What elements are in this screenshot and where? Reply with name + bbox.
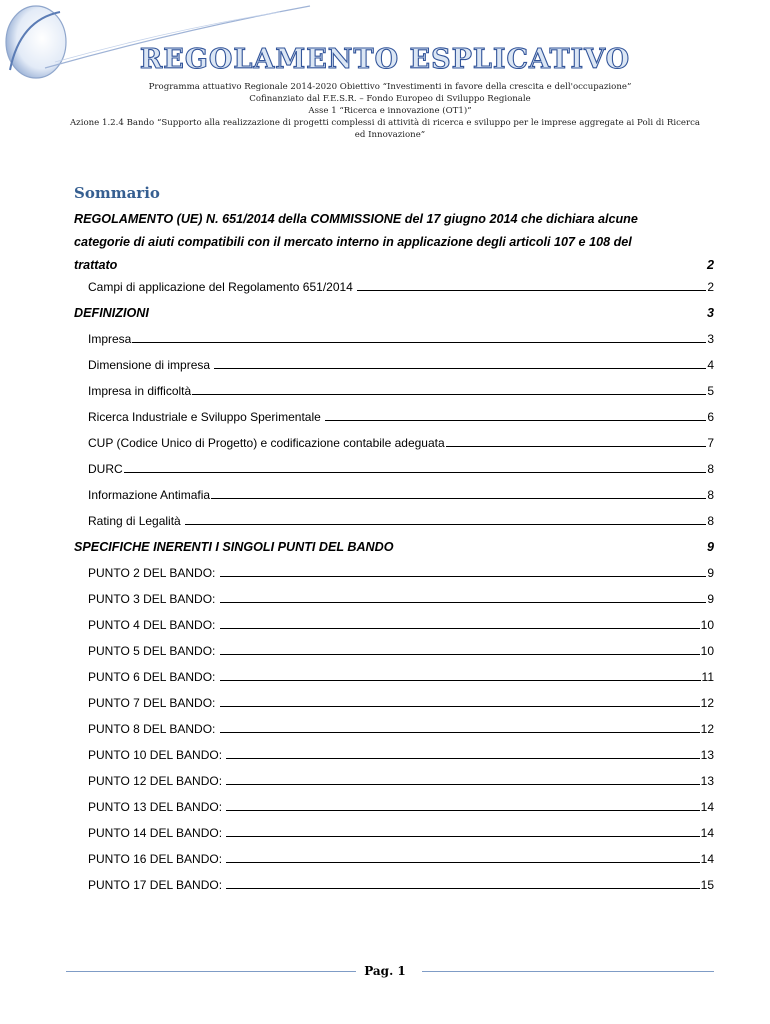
toc-page-number: 15 <box>700 878 714 892</box>
toc-leader <box>226 758 699 759</box>
toc-leader <box>220 654 700 655</box>
toc-main-line: categorie di aiuti compatibili con il mercato interno in applicazione degli articoli 107 e 108 del <box>74 235 632 249</box>
toc-entry[interactable] <box>88 618 714 632</box>
toc-entry[interactable] <box>88 800 714 814</box>
toc-entry-label: PUNTO 2 DEL BANDO: <box>88 566 219 580</box>
toc-page-number: 9 <box>707 592 714 606</box>
toc-entry-label: PUNTO 14 DEL BANDO: <box>88 826 226 840</box>
toc-entry-label: Impresa <box>88 332 132 346</box>
toc-entry[interactable] <box>88 696 714 710</box>
subtitle-line: ed Innovazione” <box>354 130 426 140</box>
toc-entry-label: PUNTO 3 DEL BANDO: <box>88 592 219 606</box>
toc-page-number: 11 <box>701 670 714 684</box>
toc-entry[interactable] <box>88 592 714 606</box>
toc-entry[interactable] <box>88 644 714 658</box>
toc-entry[interactable] <box>88 722 714 736</box>
toc-entry[interactable] <box>88 410 714 424</box>
toc-page-number: 14 <box>700 826 714 840</box>
toc-main-line: REGOLAMENTO (UE) N. 651/2014 della COMMISSIONE del 17 giugno 2014 che dichiara alcune <box>74 212 638 226</box>
toc-entry-label: PUNTO 7 DEL BANDO: <box>88 696 219 710</box>
toc-leader <box>226 888 699 889</box>
toc-entry-label: Rating di Legalità <box>88 514 185 528</box>
toc-entry-label: PUNTO 5 DEL BANDO: <box>88 644 219 658</box>
toc-page-number: 13 <box>700 774 714 788</box>
toc-leader <box>220 706 700 707</box>
toc-entry[interactable] <box>88 852 714 866</box>
toc-page-number: 10 <box>700 644 714 658</box>
page-number: Pag. 1 <box>364 964 406 978</box>
toc-leader <box>211 498 706 499</box>
toc-entry-label: PUNTO 13 DEL BANDO: <box>88 800 226 814</box>
toc-page-number: 2 <box>707 280 714 294</box>
toc-entry[interactable] <box>88 566 714 580</box>
toc-page-number: 8 <box>707 488 714 502</box>
toc-leader <box>185 524 706 525</box>
toc-page-number: 5 <box>707 384 714 398</box>
toc-page-number: 7 <box>707 436 714 450</box>
toc-leader <box>357 290 706 291</box>
document-title: REGOLAMENTO ESPLICATIVO <box>139 44 631 75</box>
toc-main-line: trattato <box>74 258 118 272</box>
toc-entry[interactable] <box>88 514 714 528</box>
toc-entry[interactable] <box>88 748 714 762</box>
toc-page-number: 3 <box>707 332 714 346</box>
subtitle-line: Azione 1.2.4 Bando “Supporto alla realizzazione di progetti complessi di attività di ricerca e sviluppo per le imprese aggregate ai Poli di Ricerca <box>69 118 701 128</box>
toc-entry-label: Ricerca Industriale e Sviluppo Sperimentale <box>88 410 325 424</box>
subtitle-line: Programma attuativo Regionale 2014-2020 Obiettivo “Investimenti in favore della crescita e dell'occupazione” <box>148 82 632 92</box>
toc-entry-label: CUP (Codice Unico di Progetto) e codificazione contabile adeguata <box>88 436 445 450</box>
toc-entry-label: Impresa in difficoltà <box>88 384 192 398</box>
toc-page-number: 14 <box>700 852 714 866</box>
toc-entry[interactable] <box>88 332 714 346</box>
toc-heading: Sommario <box>74 184 160 202</box>
toc-leader <box>226 862 699 863</box>
toc-entry-label: SPECIFICHE INERENTI I SINGOLI PUNTI DEL BANDO <box>74 540 394 554</box>
toc-leader <box>226 810 699 811</box>
toc-entry[interactable] <box>88 878 714 892</box>
toc-leader <box>214 368 706 369</box>
toc-leader <box>446 446 707 447</box>
toc-entry-label: PUNTO 17 DEL BANDO: <box>88 878 226 892</box>
toc-page-number: 9 <box>706 540 714 554</box>
toc-entry[interactable] <box>74 540 714 554</box>
toc-entry-label: Campi di applicazione del Regolamento 651/2014 <box>88 280 357 294</box>
toc-entry[interactable] <box>88 670 714 684</box>
toc-page-number: 6 <box>707 410 714 424</box>
toc-page-number: 13 <box>700 748 714 762</box>
toc-page-number: 12 <box>700 696 714 710</box>
toc-entry-label: PUNTO 6 DEL BANDO: <box>88 670 219 684</box>
toc-leader <box>220 576 707 577</box>
toc-leader <box>220 732 700 733</box>
toc-leader <box>325 420 706 421</box>
toc-page-number: 14 <box>700 800 714 814</box>
toc-leader <box>220 602 707 603</box>
toc-leader <box>192 394 706 395</box>
toc-entry[interactable] <box>88 280 714 294</box>
subtitle-line: Cofinanziato dal F.E.S.R. – Fondo Europeo di Sviluppo Regionale <box>249 94 531 104</box>
toc-leader <box>226 784 699 785</box>
toc-entry-label: Dimensione di impresa <box>88 358 214 372</box>
toc-page-number: 8 <box>707 462 714 476</box>
toc-entry[interactable] <box>88 774 714 788</box>
toc-entry-label: PUNTO 10 DEL BANDO: <box>88 748 226 762</box>
toc-entry-label: PUNTO 12 DEL BANDO: <box>88 774 226 788</box>
subtitle-line: Asse 1 “Ricerca e innovazione (OT1)” <box>308 106 472 116</box>
toc-entry[interactable] <box>88 488 714 502</box>
toc-main-entry[interactable] <box>74 208 714 277</box>
toc-entry[interactable] <box>88 462 714 476</box>
toc-leader <box>132 342 706 343</box>
toc-entry[interactable] <box>74 306 714 320</box>
toc-entry[interactable] <box>88 436 714 450</box>
toc-leader <box>124 472 707 473</box>
toc-entry-label: DURC <box>88 462 123 476</box>
toc-page-number: 8 <box>707 514 714 528</box>
toc-leader <box>220 628 700 629</box>
toc-entry-label: PUNTO 8 DEL BANDO: <box>88 722 219 736</box>
toc-page-number: 12 <box>700 722 714 736</box>
toc-page-number: 9 <box>707 566 714 580</box>
toc-entry[interactable] <box>88 358 714 372</box>
toc-entry-label: Informazione Antimafia <box>88 488 211 502</box>
toc-entry[interactable] <box>88 384 714 398</box>
toc-leader <box>220 680 701 681</box>
toc-page-number: 3 <box>706 306 714 320</box>
toc-page-number: 10 <box>700 618 714 632</box>
toc-entry[interactable] <box>88 826 714 840</box>
toc-entry-label: PUNTO 16 DEL BANDO: <box>88 852 226 866</box>
toc-page-number: 2 <box>706 258 714 272</box>
toc-entry-label: PUNTO 4 DEL BANDO: <box>88 618 219 632</box>
toc-entry-label: DEFINIZIONI <box>74 306 149 320</box>
toc-leader <box>226 836 699 837</box>
toc-page-number: 4 <box>707 358 714 372</box>
